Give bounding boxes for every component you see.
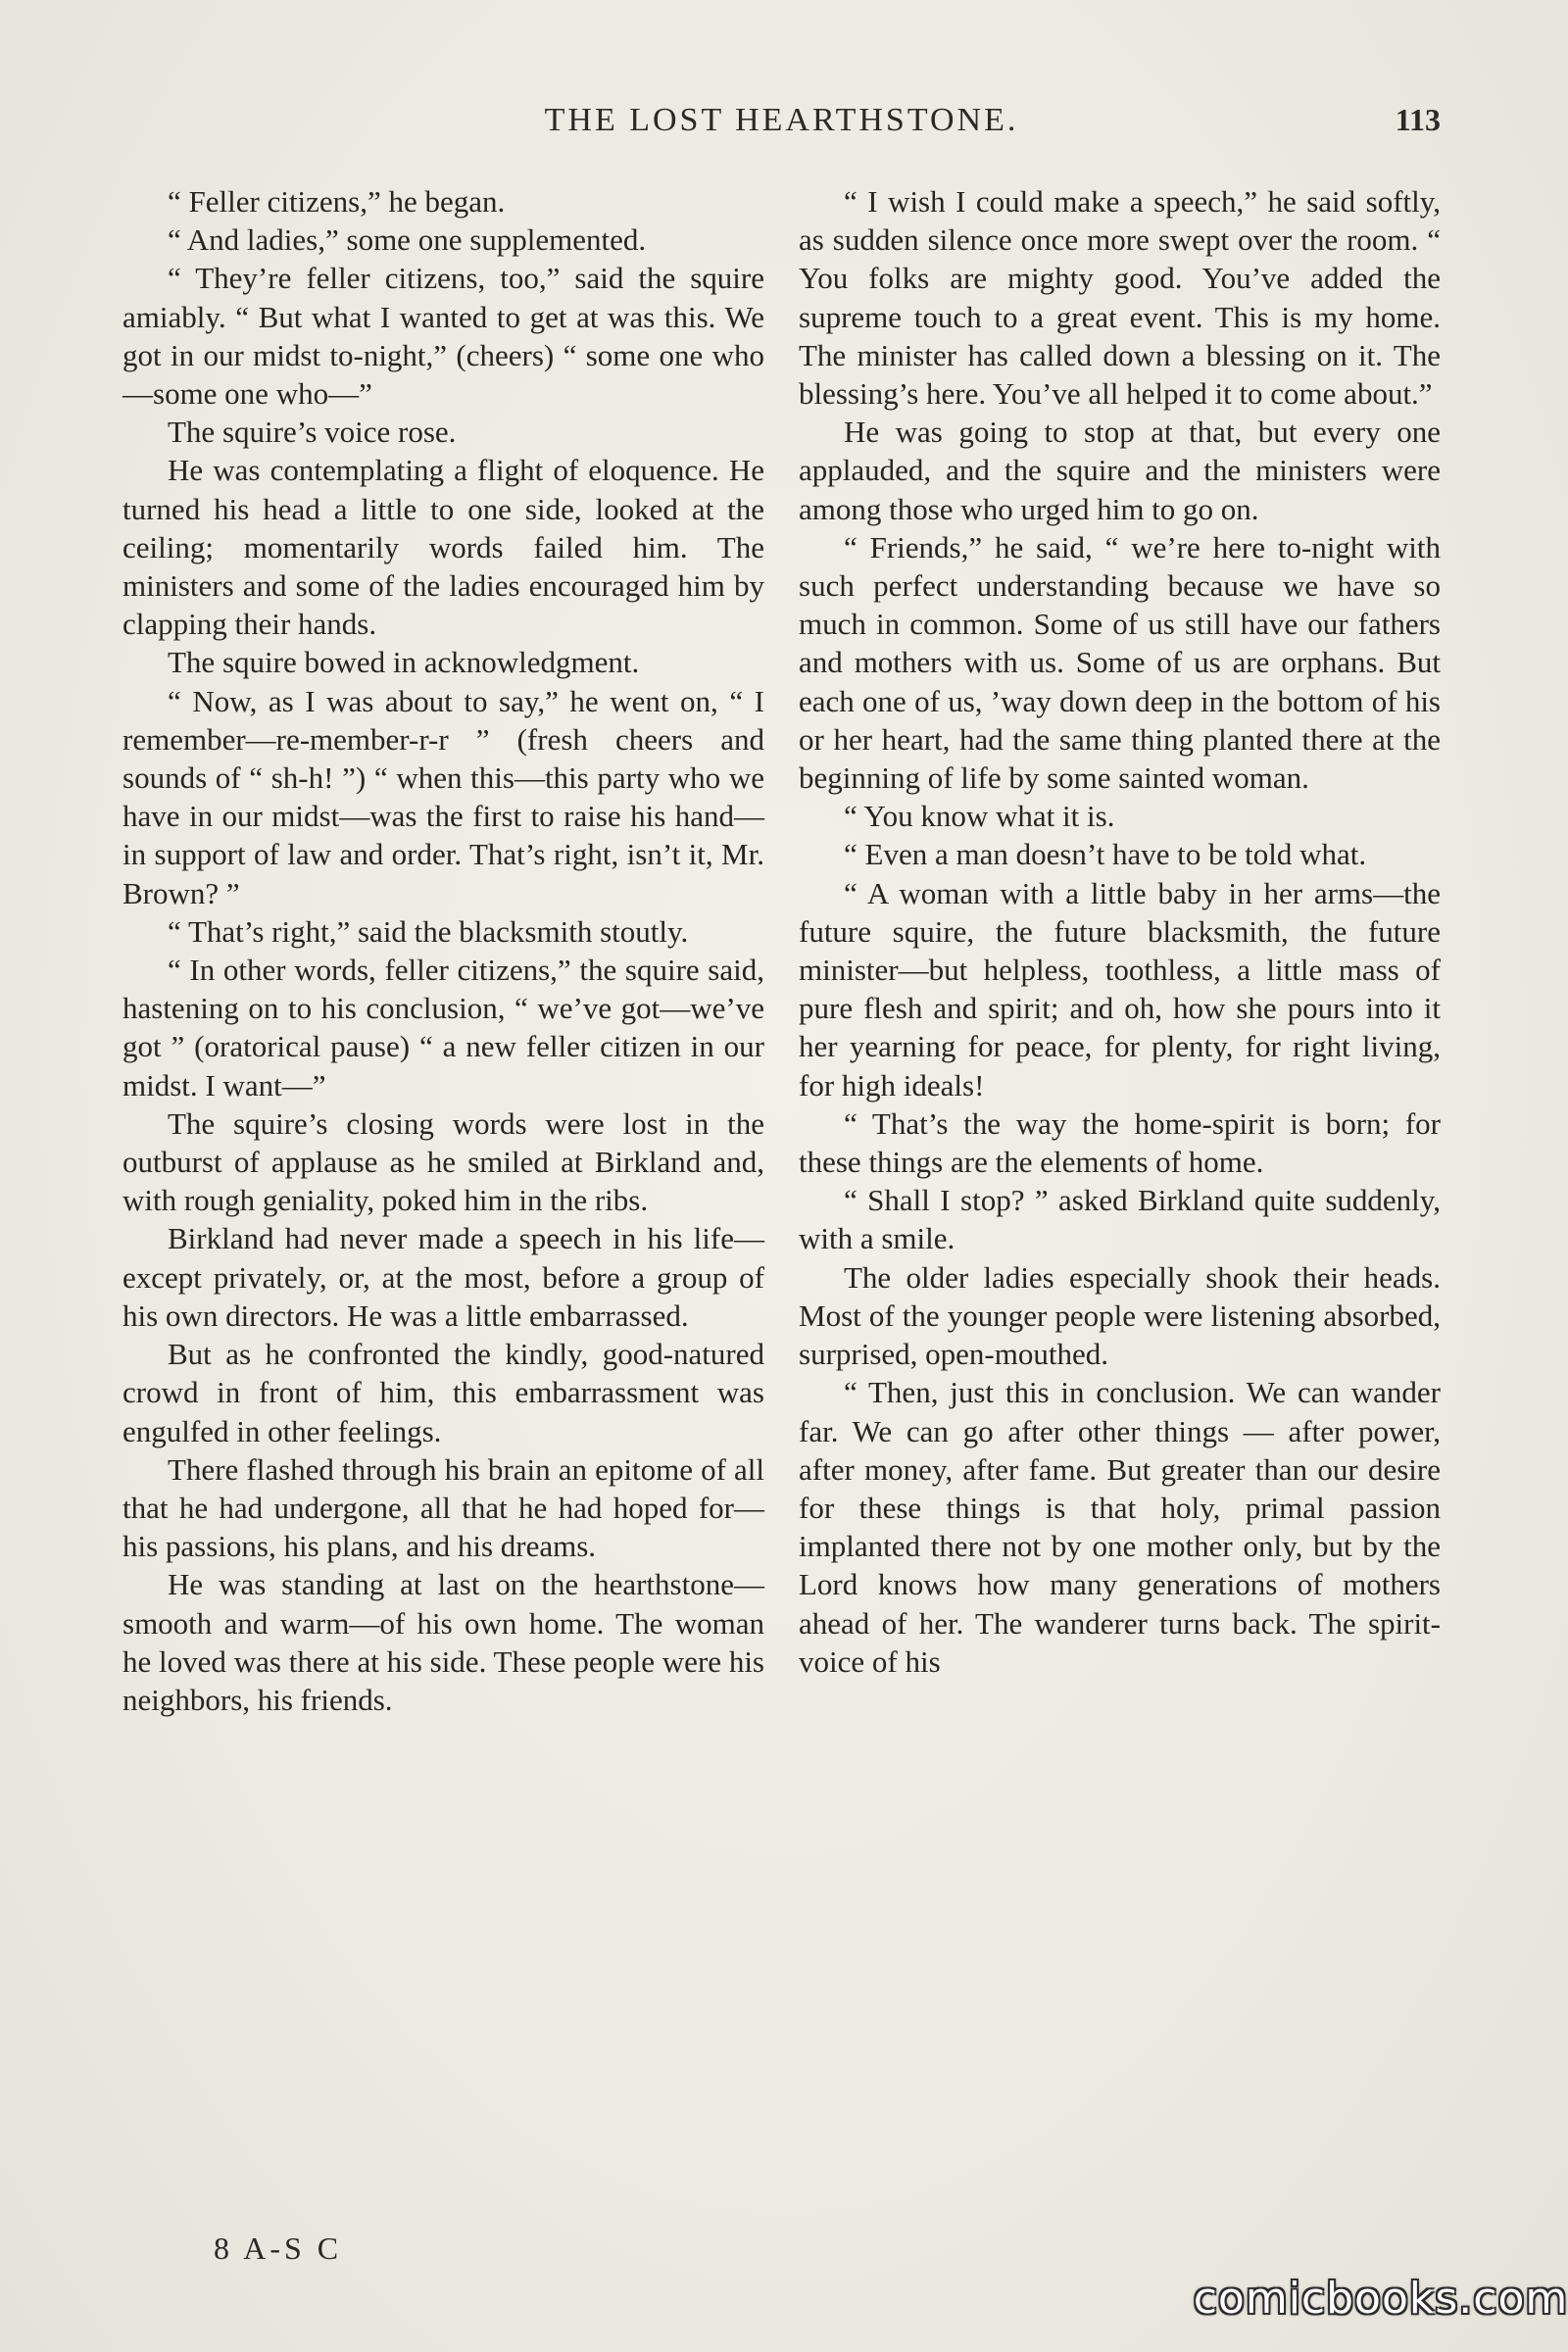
- paragraph: The older ladies especially shook their heads. Most of the younger people were listening absorbed, surprised, open-mouthed.: [799, 1259, 1441, 1372]
- paragraph: The squire’s voice rose.: [168, 415, 457, 450]
- right-column: [799, 182, 1441, 1681]
- paragraph: “ They’re feller citizens, too,” said the squire amiably. “ But what I wanted to get at was this. We got in our midst to-night,” (cheers) “ some one who—some one who—”: [122, 261, 764, 412]
- paragraph: “ A woman with a little baby in her arms—the future squire, the future blacksmith, the future minister—but helpless, toothless, a little mass of pure flesh and spirit; and oh, how she pours into it her yearning for peace, for plenty, for right living, for high ideals!: [799, 875, 1441, 1102]
- paragraph: “ That’s right,” said the blacksmith stoutly.: [168, 913, 689, 949]
- running-title: THE LOST HEARTHSTONE.: [544, 102, 1019, 138]
- paragraph: There flashed through his brain an epitome of all that he had undergone, all that he had hoped for—his passions, his plans, and his dreams.: [122, 1451, 764, 1564]
- watermark-logo: comicbooks.com: [1193, 2273, 1568, 2324]
- paragraph: “ Even a man doesn’t have to be told what.: [844, 837, 1367, 872]
- paragraph: “ Friends,” he said, “ we’re here to-night with such perfect understanding because we have so much in common. Some of us still have our fathers and mothers with us. Some of us are orphans. But each one of us, ’way down deep in the bottom of his or her heart, had the same thing planted there at the beginning of life by some sainted woman.: [799, 529, 1441, 796]
- paragraph: “ You know what it is.: [844, 799, 1115, 834]
- paragraph: “ Shall I stop? ” asked Birkland quite suddenly, with a smile.: [799, 1183, 1441, 1256]
- page-number: 113: [1395, 102, 1441, 137]
- paragraph: He was going to stop at that, but every one applauded, and the squire and the ministers were among those who urged him to go on.: [799, 415, 1441, 526]
- paragraph: He was standing at last on the hearthstone—smooth and warm—of his own home. The woman he loved was there at his side. These people were his neighbors, his friends.: [122, 1567, 764, 1717]
- paragraph: But as he confronted the kindly, good-natured crowd in front of him, this embarrassment was engulfed in other feelings.: [122, 1337, 764, 1448]
- paragraph: “ Feller citizens,” he began.: [168, 184, 506, 219]
- paragraph: “ Then, just this in conclusion. We can wander far. We can go after other things — after power, after money, after fame. But greater than our desire for these things is that holy, primal passion implanted there not by one mother only, but by the Lord knows how many generations of mothers ahead of her. The wanderer turns back. The spirit-voice of his: [799, 1375, 1441, 1679]
- paragraph: The squire bowed in acknowledgment.: [168, 645, 640, 680]
- paragraph: “ In other words, feller citizens,” the squire said, hastening on to his conclusion, “ we’ve got—we’ve got ” (oratorical pause) “ a new feller citizen in our midst. I want—”: [122, 953, 764, 1102]
- paragraph: “ That’s the way the home-spirit is born; for these things are the elements of home.: [799, 1105, 1441, 1180]
- page-header: [122, 102, 1441, 151]
- paragraph: He was contemplating a flight of eloquence. He turned his head a little to one side, looked at the ceiling; momentarily words failed him. The ministers and some of the ladies encouraged him by clapping their hands.: [122, 453, 764, 642]
- paragraph: The squire’s closing words were lost in the outburst of applause as he smiled at Birkland and, with rough geniality, poked him in the ribs.: [122, 1105, 764, 1218]
- left-column: [122, 182, 764, 1719]
- paragraph: Birkland had never made a speech in his life—except privately, or, at the most, before a group of his own directors. He was a little embarrassed.: [122, 1221, 764, 1333]
- paragraph: “ Now, as I was about to say,” he went on, “ I remember—re-member-r-r ” (fresh cheers and sounds of “ sh-h! ”) “ when this—this party who we have in our midst—was the first to raise his hand—in support of law and order. That’s right, isn’t it, Mr. Brown? ”: [122, 683, 764, 910]
- paragraph: “ I wish I could make a speech,” he said softly, as sudden silence once more swept over the room. “ You folks are mighty good. You’ve added the supreme touch to a great event. This is my home. The minister has called down a blessing on it. The blessing’s here. You’ve all helped it to come about.”: [799, 184, 1441, 412]
- signature-mark: 8 A-S C: [214, 2230, 343, 2266]
- paragraph: “ And ladies,” some one supplemented.: [168, 222, 647, 258]
